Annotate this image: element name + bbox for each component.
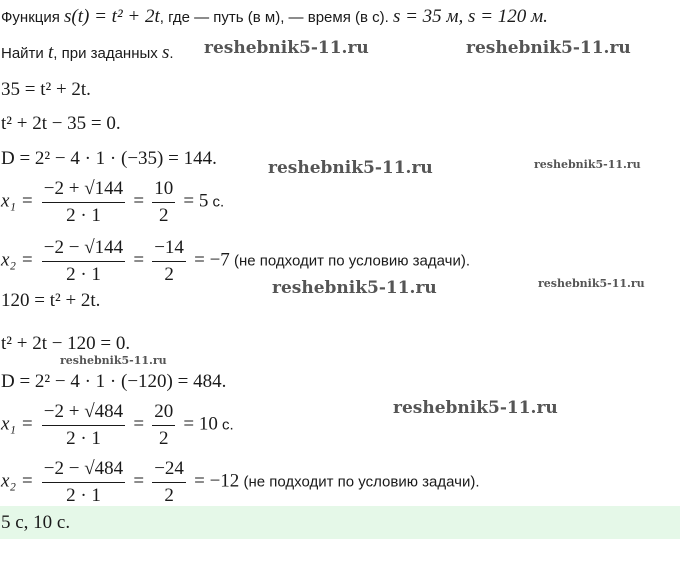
case2-x1-fraction-2 [152,401,175,450]
case2-x1-lhs: x₁ = [1,413,34,435]
problem-text-4: , при заданных [53,45,158,62]
case1-x2-lhs: x₂ = [1,249,34,271]
problem-text-1: Функция [1,9,60,26]
watermark: reshebnik5-11.ru [268,158,433,178]
watermark: reshebnik5-11.ru [466,38,631,58]
case1-quadratic: t² + 2t − 35 = 0. [1,113,121,134]
watermark: reshebnik5-11.ru [204,38,369,58]
case1-x1-fraction [42,178,125,227]
case2-equation: 120 = t² + 2t. [1,290,101,311]
case1-x1-fraction-2 [152,178,175,227]
case2-x2-fraction-2 [152,458,186,507]
case1-x2-numerator: −2 − √144 [42,237,125,262]
case2-x1-unit: с. [222,416,234,434]
case1-x1-numerator-2: 10 [152,178,175,203]
case2-quadratic: t² + 2t − 120 = 0. [1,333,131,354]
case2-x2-denominator-2: 2 [164,485,174,506]
watermark: reshebnik5-11.ru [393,398,558,418]
case1-equation: 35 = t² + 2t. [1,79,91,100]
problem-line-2 [1,42,174,64]
case2-x2-note: (не подходит по условию задачи). [243,473,480,491]
case1-x2-fraction [42,237,125,286]
case1-x2-result: = −7 [194,249,230,271]
case2-x1-numerator-2: 20 [152,401,175,426]
answer-text: 5 с, 10 с. [1,512,71,533]
case2-x1-fraction [42,401,125,450]
case1-x1-unit: с. [212,193,225,211]
case2-x1-denominator-2: 2 [158,428,169,449]
case1-discriminant: D = 2² − 4 · 1 · (−35) = 144. [1,148,217,169]
case1-x2-numerator-2: −14 [152,237,186,262]
problem-values: s = 35 м, s = 120 м. [392,6,548,27]
case2-x2-denominator: 2 · 1 [66,485,101,506]
problem-function: s(t) = t² + 2t [64,6,160,27]
answer-box [0,506,680,539]
problem-text-3: Найти [1,45,44,62]
case2-x2-fraction [42,458,125,507]
case1-x1-result: = 5 [183,190,209,212]
problem-var-2: s [161,42,170,63]
watermark: reshebnik5-11.ru [534,158,641,171]
problem-line-1 [1,6,548,28]
watermark: reshebnik5-11.ru [60,354,167,367]
case2-x2-numerator-2: −24 [152,458,186,483]
watermark: reshebnik5-11.ru [272,278,437,298]
problem-var: t [47,42,54,63]
case1-x1-lhs: x₁ = [1,190,34,212]
case2-x1-result: = 10 [183,413,218,435]
case2-x1-numerator: −2 + √484 [42,401,125,426]
case1-x2-denominator-2: 2 [164,264,174,285]
case1-root-1: x₁ = $\frac{-2 + √144}{2 \cdot 1}$ = $\frac{10}{2}$ = 5 с. [1,178,225,226]
case2-x2-lhs: x₂ = [1,470,34,492]
case2-x2-numerator: −2 − √484 [42,458,125,483]
case1-root-2: x₂ = $\frac{-2 - √144}{2 \cdot 1}$ = $\frac{-14}{2}$ = −7 (не подходит по условию задачи). [1,237,470,285]
case2-root-1: x₁ = $\frac{-2 + √484}{2 \cdot 1}$ = $\frac{20}{2}$ = 10 с. [1,401,234,449]
case2-root-2: x₂ = $\frac{-2 - √484}{2 \cdot 1}$ = $\frac{-24}{2}$ = −12 (не подходит по условию задачи). [1,458,480,506]
case1-x1-denominator: 2 · 1 [66,205,101,226]
case1-x1-numerator: −2 + √144 [42,178,125,203]
case1-x2-note: (не подходит по условию задачи). [233,252,470,270]
problem-text-5: . [169,45,174,62]
problem-text-2: , где — путь (в м), — время (в с). [159,9,389,26]
case2-discriminant: D = 2² − 4 · 1 · (−120) = 484. [1,371,227,392]
case1-x2-denominator: 2 · 1 [66,264,101,285]
case2-x2-result: = −12 [194,470,240,492]
watermark: reshebnik5-11.ru [538,277,645,290]
case1-x2-fraction-2 [152,237,186,286]
case2-x1-denominator: 2 · 1 [66,428,101,449]
case1-x1-denominator-2: 2 [158,205,169,226]
